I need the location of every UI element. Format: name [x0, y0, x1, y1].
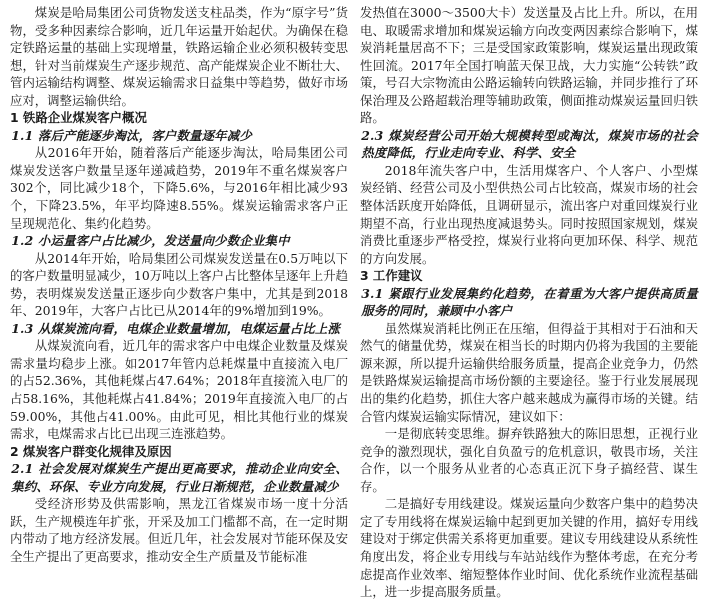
subsection-heading: 2.3 煤炭经营公司开始大规模转型或淘汰，煤炭市场的社会热度降低，行业走向专业、科学、安全: [361, 127, 698, 161]
subsection-heading: 3.1 紧跟行业发展集约化趋势，在着重为大客户提供高质量服务的同时，兼顾中小客户: [361, 285, 698, 319]
body-paragraph: 一是彻底转变思维。摒弃铁路独大的陈旧思想，正视行业竞争的激烈现状，强化自负盈亏的危机意识，敬畏市场，关注合作，以一个服务从业者的心态真正沉下身子搞经营、谋生存。: [360, 426, 698, 494]
right-column: [360, 4, 698, 601]
subsection-heading: 1.1 落后产能逐步淘汰，客户数量逐年减少: [11, 127, 252, 143]
body-paragraph: 从2016年开始，随着落后产能逐步淘汰，哈局集团公司煤炭发送客户数量呈逐年递减趋势，2019年不重名煤炭客户302个，同比减少18个，下降5.6%，与2016年相比减少93个，下降23.5%，年平均降速8.55%。煤炭运输需求客户正呈现规范化、集约化趋势。: [10, 145, 348, 231]
section-heading: 1 铁路企业煤炭客户概况: [10, 110, 147, 126]
body-paragraph: 煤炭是哈局集团公司货物发送支柱品类，作为“原字号”货物，受多种因素综合影响，近几年运量开始起伏。为确保在稳定铁路运量的基础上实现增量，铁路运输企业必须积极转变思想，针对当前煤炭生产逐步规范、高产能煤炭企业不断壮大、管内运输结构调整、煤炭运输需求日益集中等趋势，做好市场应对，调整运输供给。: [10, 5, 348, 108]
body-paragraph: 2018年流失客户中，生活用煤客户、个人客户、小型煤炭经销、经营公司及小型供热公司占比较高，煤炭市场的社会整体活跃度开始降低，且调研显示，流出客户对重回煤炭行业期望不高，行业出现热度减退势头。同时按照国家规划，煤炭消费比重逐步严格受控，煤炭行业将向更加环保、科学、规范的方向发展。: [360, 162, 698, 266]
body-paragraph: 二是搞好专用线建设。煤炭运量向少数客户集中的趋势决定了专用线将在煤炭运输中起到更加关键的作用，搞好专用线建设对于绑定供需关系将更加重要。建议专用线建设从系统性角度出发，将企业专用线与车站站线作为整体考虑，在充分考虑提高作业效率、缩短整体作业时间、优化系统作业流程基础上，进一步提高服务质量。: [360, 496, 698, 600]
subsection-heading: 1.3 从煤炭流向看，电煤企业数量增加，电煤运量占比上涨: [11, 320, 341, 336]
body-paragraph: 发热值在3000～3500大卡）发送量及占比上升。所以，在用电、取暖需求增加和煤炭运输方向改变两因素综合影响下，煤炭消耗量居高不下；三是受国家政策影响，煤炭运量出现政策性回流。2017年全国打响蓝天保卫战，大力实施“公转铁”政策，号召大宗物流由公路运输转向铁路运输，并同步推行了环保治理及公路超载治理等辅助政策，侧面推动煤炭运量回归铁路。: [360, 5, 698, 126]
section-heading: 3 工作建议: [360, 268, 423, 284]
left-column: [10, 4, 348, 566]
body-paragraph: 虽然煤炭消耗比例正在压缩，但得益于其相对于石油和天然气的储量优势，煤炭在相当长的时期内仍将为我国的主要能源来源，所以提升运输供给服务质量，提高企业竞争力，仍然是铁路煤炭运输提高市场份额的主要途径。鉴于行业发展展现出的集约化趋势，抓住大客户越来越成为赢得市场的关键。结合管内煤炭运输实际情况，建议如下：: [360, 320, 698, 424]
body-paragraph: 从2014年开始，哈局集团公司煤炭发送量在0.5万吨以下的客户数量明显减少，10万吨以上客户占比整体呈逐年上升趋势，表明煤炭发送量正逐步向少数客户集中，尤其是到2018年、2019年，大客户占比已从2014年的9%增加到19%。: [10, 250, 348, 319]
body-paragraph: 受经济形势及供需影响，黑龙江省煤炭市场一度十分活跃，生产规模连年扩张，开采及加工门槛都不高，在一定时期内带动了地方经济发展。但近几年，社会发展对节能环保及安全生产提出了更高要求，推动安全生产质量及节能标准: [10, 496, 348, 564]
body-paragraph: 从煤炭流向看，近几年的需求客户中电煤企业数量及煤炭需求量均稳步上涨。如2017年管内总耗煤量中直接流入电厂的占52.36%，其他耗煤占47.64%；2018年直接流入电厂的占58.16%，其他耗煤占41.84%；2019年直接流入电厂的占59.00%，其他占41.00%。由此可见，相比其他行业的煤炭需求，电煤需求占比已出现三连涨趋势。: [10, 338, 348, 442]
subsection-heading: 2.1 社会发展对煤炭生产提出更高要求，推动企业向安全、集约、环保、专业方向发展，行业日渐规范，企业数量减少: [11, 461, 348, 494]
subsection-heading: 1.2 小运量客户占比减少，发送量向少数企业集中: [11, 233, 290, 249]
section-heading: 2 煤炭客户群变化规律及原因: [10, 443, 172, 459]
